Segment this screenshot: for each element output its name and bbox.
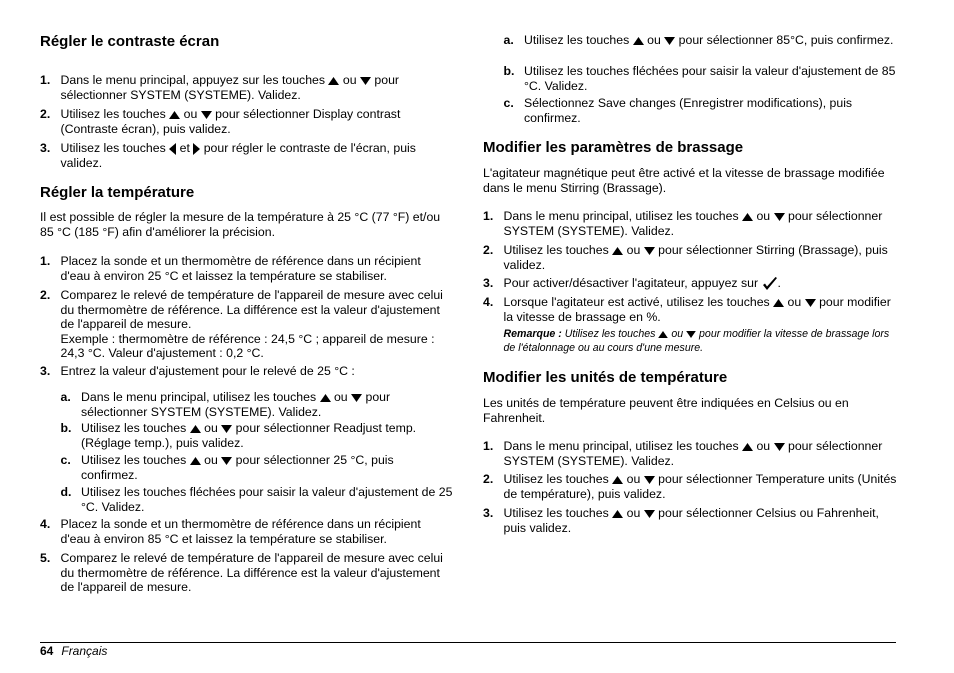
step-text: Comparez le relevé de température de l'appareil de mesure avec celui du thermomètre de référence. La différence est la valeur d'ajustement de l'appareil de mesure. [60, 551, 443, 595]
up-arrow-icon [612, 247, 623, 255]
step-number: 2. [40, 107, 51, 121]
substep-text [524, 33, 898, 48]
step-text-c: pour modifier la vitesse de brassage en %. [503, 295, 891, 324]
step-number: 2. [483, 243, 494, 257]
up-arrow-icon [190, 425, 201, 433]
up-arrow-icon [658, 331, 668, 338]
step-number: 1. [40, 254, 51, 268]
step-number: 1. [483, 439, 494, 453]
step-number: 4. [483, 295, 494, 309]
units-heading: Modifier les unités de température [483, 369, 728, 386]
footer-language: Français [61, 644, 108, 658]
step-text-a: Utilisez les touches [524, 33, 630, 47]
step-number: 2. [483, 472, 494, 486]
substep-letter: d. [60, 485, 72, 499]
step-text-b: ou [756, 439, 771, 453]
step-text-b: ou [756, 209, 771, 223]
step-number: 1. [40, 73, 51, 87]
step-text-a: Utilisez les touches [60, 141, 166, 155]
checkmark-icon [762, 277, 778, 291]
up-arrow-icon [612, 510, 623, 518]
temperature-substep-85-c [483, 96, 898, 126]
units-step-1 [483, 439, 898, 469]
temperature-step-4 [40, 517, 453, 547]
up-arrow-icon [612, 476, 623, 484]
stirring-heading: Modifier les paramètres de brassage [483, 139, 744, 156]
step-text-b: ou [342, 73, 357, 87]
step-text [504, 243, 899, 272]
step-text-c: pour sélectionner Readjust temp. (Réglage temp.), puis validez. [81, 421, 417, 450]
up-arrow-icon [190, 457, 201, 465]
note-text-a: Utilisez les touches [564, 328, 656, 340]
step-text-b: ou [626, 506, 641, 520]
step-text [61, 141, 454, 170]
temperature-intro: Il est possible de régler la mesure de la température à 25 °C (77 °F) et/ou 85 °C (185 °F) afin d'améliorer la précision. [40, 210, 441, 239]
contrast-step-3 [40, 141, 453, 171]
step-text-a: Utilisez les touches [503, 506, 609, 520]
step-text-b: ou [787, 295, 802, 309]
down-arrow-icon [774, 213, 785, 221]
down-arrow-icon [201, 111, 212, 119]
up-arrow-icon [742, 213, 753, 221]
down-arrow-icon [664, 37, 675, 45]
step-text-a: Dans le menu principal, appuyez sur les touches [60, 73, 326, 87]
step-text-c: pour régler le contraste de l'écran, puis validez. [60, 141, 416, 170]
temperature-substep-b [40, 421, 453, 451]
down-arrow-icon [221, 457, 232, 465]
step-number: 3. [40, 364, 51, 378]
contrast-step-1 [40, 73, 453, 103]
substep-letter: c. [60, 453, 71, 467]
down-arrow-icon [644, 476, 655, 484]
down-arrow-icon [686, 331, 696, 338]
step-text-c: pour sélectionner Stirring (Brassage), puis validez. [503, 243, 888, 272]
step-number: 4. [40, 517, 51, 531]
up-arrow-icon [169, 111, 180, 119]
step-text: Placez la sonde et un thermomètre de référence dans un récipient d'eau à environ 85 °C et laissez la température se stabiliser. [60, 517, 421, 546]
note-label: Remarque : [503, 328, 562, 340]
step-text: Placez la sonde et un thermomètre de référence dans un récipient d'eau à environ 25 °C et laissez la température se stabiliser. [60, 254, 421, 283]
step-text [504, 506, 899, 535]
step-example: Exemple : thermomètre de référence : 24,5 °C ; appareil de mesure : 24,3 °C. Valeur d'ajustement : 0,2 °C. [60, 331, 435, 361]
step-text-c: pour sélectionner 85°C, puis confirmez. [678, 33, 894, 47]
substep-text: Utilisez les touches fléchées pour saisir la valeur d'ajustement de 85 °C. Validez. [524, 64, 896, 93]
step-text-a: Utilisez les touches [503, 243, 609, 257]
step-text: Entrez la valeur d'ajustement pour le relevé de 25 °C : [60, 364, 355, 378]
temperature-step-1 [40, 254, 453, 284]
step-number: 3. [483, 276, 494, 290]
step-text [61, 107, 454, 136]
substep-text [81, 390, 453, 419]
stirring-step-3 [483, 276, 898, 292]
down-arrow-icon [221, 425, 232, 433]
substep-text: Utilisez les touches fléchées pour saisir la valeur d'ajustement de 25 °C. Validez. [81, 485, 453, 514]
stirring-intro: L'agitateur magnétique peut être activé et la vitesse de brassage modifiée dans le menu Stirring (Brassage). [483, 166, 885, 195]
step-text-b: ou [626, 243, 641, 257]
step-text-c: pour sélectionner SYSTEM (SYSTEME). Validez. [81, 390, 391, 419]
step-text-c: pour sélectionner SYSTEM (SYSTEME). Validez. [503, 209, 883, 238]
substep-letter: a. [60, 390, 71, 404]
temperature-substep-85-b [483, 64, 898, 94]
substep-text [81, 453, 453, 482]
step-text [504, 439, 899, 468]
step-text-b: ou [204, 421, 218, 435]
step-text [504, 472, 899, 501]
step-text-main: Comparez le relevé de température de l'appareil de mesure avec celui du thermomètre de référence. La différence est la valeur d'ajustement de l'appareil de mesure. [60, 288, 443, 332]
down-arrow-icon [774, 443, 785, 451]
step-text [504, 209, 899, 238]
down-arrow-icon [360, 77, 371, 85]
step-number: 1. [483, 209, 494, 223]
up-arrow-icon [633, 37, 644, 45]
step-text-a: Utilisez les touches [503, 472, 609, 486]
step-text [61, 288, 454, 361]
contrast-heading: Régler le contraste écran [40, 33, 220, 50]
left-arrow-icon [169, 143, 176, 155]
step-number: 5. [40, 551, 51, 565]
stirring-step-1 [483, 209, 898, 239]
step-text-c: pour sélectionner Display contrast (Contraste écran), puis validez. [60, 107, 401, 136]
step-number: 3. [40, 141, 51, 155]
down-arrow-icon [644, 510, 655, 518]
up-arrow-icon [742, 443, 753, 451]
temperature-step-2 [40, 288, 453, 360]
step-text-c: pour sélectionner 25 °C, puis confirmez. [81, 453, 394, 482]
step-text-c: pour sélectionner Celsius ou Fahrenheit, puis validez. [503, 506, 879, 535]
step-number: 2. [40, 288, 51, 302]
substep-letter: a. [503, 33, 514, 47]
step-text-a: Utilisez les touches [60, 107, 166, 121]
note-text-c: pour modifier la vitesse de brassage lors de l'étalonnage ou au cours d'une mesure. [503, 328, 890, 354]
step-text-b: et [179, 141, 190, 155]
up-arrow-icon [320, 394, 331, 402]
up-arrow-icon [773, 299, 784, 307]
step-text [504, 295, 899, 324]
units-step-2 [483, 472, 898, 502]
step-text [61, 73, 454, 102]
substep-letter: b. [503, 64, 515, 78]
down-arrow-icon [351, 394, 362, 402]
step-text-a: Dans le menu principal, utilisez les touches [503, 439, 739, 453]
units-intro: Les unités de température peuvent être indiquées en Celsius ou en Fahrenheit. [483, 396, 849, 425]
note-text-b: ou [671, 328, 684, 340]
step-text-a: Dans le menu principal, utilisez les touches [503, 209, 739, 223]
substep-text: Sélectionnez Save changes (Enregistrer modifications), puis confirmez. [524, 96, 853, 125]
temperature-substep-a [40, 390, 453, 420]
temperature-substep-d [40, 485, 453, 515]
stirring-step-4 [483, 295, 898, 325]
step-text-b: ou [626, 472, 641, 486]
temperature-substep-85-a [483, 33, 898, 63]
step-text-a: Utilisez les touches [81, 453, 187, 467]
contrast-step-2 [40, 107, 453, 137]
right-arrow-icon [193, 143, 200, 155]
units-step-3 [483, 506, 898, 536]
step-text-c: pour sélectionner SYSTEM (SYSTEME). Validez. [503, 439, 883, 468]
temperature-step-3 [40, 364, 453, 380]
substep-text [81, 421, 453, 450]
step-text-a: Dans le menu principal, utilisez les touches [81, 390, 317, 404]
stirring-step-2 [483, 243, 898, 273]
step-text-a: Lorsque l'agitateur est activé, utilisez les touches [503, 295, 770, 309]
step-text-c: pour sélectionner Temperature units (Unités de température), puis validez. [503, 472, 897, 501]
page-footer [40, 644, 107, 658]
footer-divider [40, 642, 896, 643]
substep-letter: b. [60, 421, 72, 435]
step-text-b: ou [333, 390, 348, 404]
step-text-b: ou [204, 453, 218, 467]
temperature-heading: Régler la température [40, 184, 195, 201]
temperature-substep-c [40, 453, 453, 483]
temperature-step-5 [40, 551, 453, 595]
step-text-b: ou [183, 107, 198, 121]
down-arrow-icon [805, 299, 816, 307]
substep-letter: c. [503, 96, 514, 110]
step-text-a: Utilisez les touches [81, 421, 187, 435]
step-text-c: pour sélectionner SYSTEM (SYSTEME). Validez. [60, 73, 400, 102]
step-text-b: ou [647, 33, 661, 47]
step-number: 3. [483, 506, 494, 520]
down-arrow-icon [644, 247, 655, 255]
up-arrow-icon [328, 77, 339, 85]
stirring-note [504, 328, 899, 355]
step-text [504, 276, 899, 291]
step-text-c: . [777, 276, 781, 290]
page-number: 64 [40, 644, 54, 658]
step-text-a: Pour activer/désactiver l'agitateur, appuyez sur [503, 276, 759, 290]
